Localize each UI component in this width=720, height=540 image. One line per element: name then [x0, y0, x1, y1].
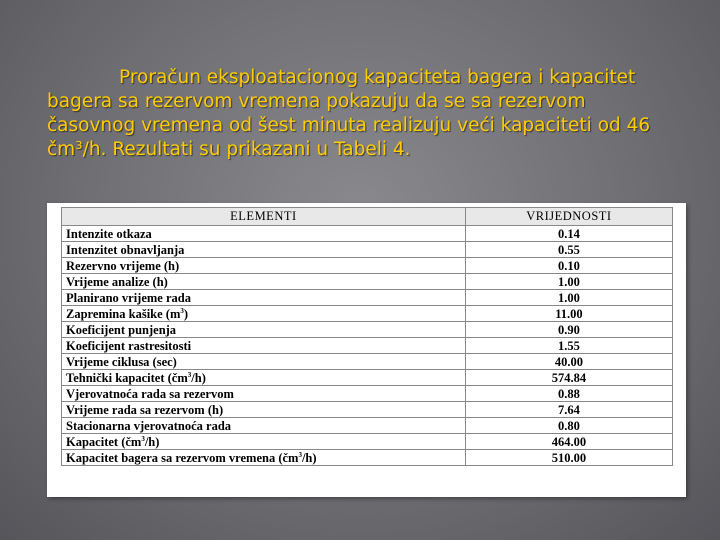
table-row: [62, 418, 673, 434]
row-unit-suffix: /h): [191, 370, 206, 385]
row-value: 11.00: [465, 306, 672, 322]
row-value: 1.00: [465, 274, 672, 290]
row-element-name: [62, 386, 466, 402]
row-element-name: [62, 290, 466, 306]
row-element-label: Kapacitet bagera sa rezervom vremena (čm: [66, 450, 299, 465]
row-unit-exponent: 3: [187, 370, 192, 379]
row-element-label: Koeficijent rastresitosti: [66, 338, 192, 353]
row-element-name: [62, 226, 466, 242]
table-row: [62, 434, 673, 450]
row-value: 1.00: [465, 290, 672, 306]
row-element-name: [62, 418, 466, 434]
row-value: 0.14: [465, 226, 672, 242]
row-element-name: [62, 450, 466, 466]
table-row: [62, 386, 673, 402]
table-row: [62, 242, 673, 258]
row-element-label: Vrijeme ciklusa (sec): [66, 354, 177, 369]
row-element-label: Rezervno vrijeme (h): [66, 258, 180, 273]
table-image-frame: [47, 203, 686, 497]
row-unit-exponent: 3: [298, 450, 302, 459]
header-elementi: ELEMENTI: [62, 208, 466, 226]
row-value: 0.55: [465, 242, 672, 258]
table-row: [62, 306, 673, 322]
table-row: [62, 450, 673, 466]
slide-paragraph: Proračun eksploatacionog kapaciteta bagera i kapacitet bagera sa rezervom vremena pokazuju da se sa rezervom časovnog vremena od šest minuta realizuju veći kapaciteti od 46 čm³/h. Rezultati su prikazani u Tabeli 4.: [47, 67, 651, 160]
table-row: [62, 354, 673, 370]
row-element-name: [62, 242, 466, 258]
row-unit-suffix: ): [183, 306, 189, 321]
row-value: 0.90: [465, 322, 672, 338]
table-row: [62, 290, 673, 306]
row-element-label: Vrijeme rada sa rezervom (h): [66, 402, 224, 417]
table-row: [62, 402, 673, 418]
header-vrijednosti: VRIJEDNOSTI: [465, 208, 672, 226]
row-element-name: [62, 322, 466, 338]
row-element-label: Tehnički kapacitet (čm: [66, 370, 188, 385]
table-row: [62, 226, 673, 242]
row-element-name: [62, 370, 466, 386]
row-element-label: Stacionarna vjerovatnoća rada: [66, 418, 232, 433]
row-element-name: [62, 306, 466, 322]
row-element-label: Vrijeme analize (h): [66, 274, 168, 289]
row-element-label: Planirano vrijeme rada: [66, 290, 191, 305]
table-row: [62, 274, 673, 290]
table-body: [62, 226, 673, 466]
results-table: [61, 207, 673, 466]
row-value: 464.00: [465, 434, 672, 450]
row-value: 0.10: [465, 258, 672, 274]
row-value: 510.00: [465, 450, 672, 466]
row-element-name: [62, 258, 466, 274]
row-element-label: Kapacitet (čm: [66, 434, 142, 449]
table-row: [62, 258, 673, 274]
row-element-name: [62, 338, 466, 354]
row-element-label: Intenzitet obnavljanja: [66, 242, 185, 257]
row-element-name: [62, 402, 466, 418]
row-element-name: [62, 434, 466, 450]
row-element-label: Vjerovatnoća rada sa rezervom: [66, 386, 234, 401]
row-value: 0.80: [465, 418, 672, 434]
table-row: [62, 338, 673, 354]
table-header-row: [62, 208, 673, 226]
table-row: [62, 322, 673, 338]
table-row: [62, 370, 673, 386]
row-unit-exponent: 3: [141, 434, 145, 443]
row-unit-suffix: /h): [144, 434, 160, 449]
row-element-label: Koeficijent punjenja: [66, 322, 177, 337]
row-element-label: Intenzite otkaza: [66, 226, 152, 241]
row-unit-exponent: 3: [180, 306, 184, 315]
row-value: 0.88: [465, 386, 672, 402]
row-value: 7.64: [465, 402, 672, 418]
row-value: 40.00: [465, 354, 672, 370]
row-element-name: [62, 354, 466, 370]
row-element-label: Zapremina kašike (m: [66, 306, 181, 321]
row-element-name: [62, 274, 466, 290]
row-value: 1.55: [465, 338, 672, 354]
row-unit-suffix: /h): [301, 450, 317, 465]
row-value: 574.84: [465, 370, 672, 386]
